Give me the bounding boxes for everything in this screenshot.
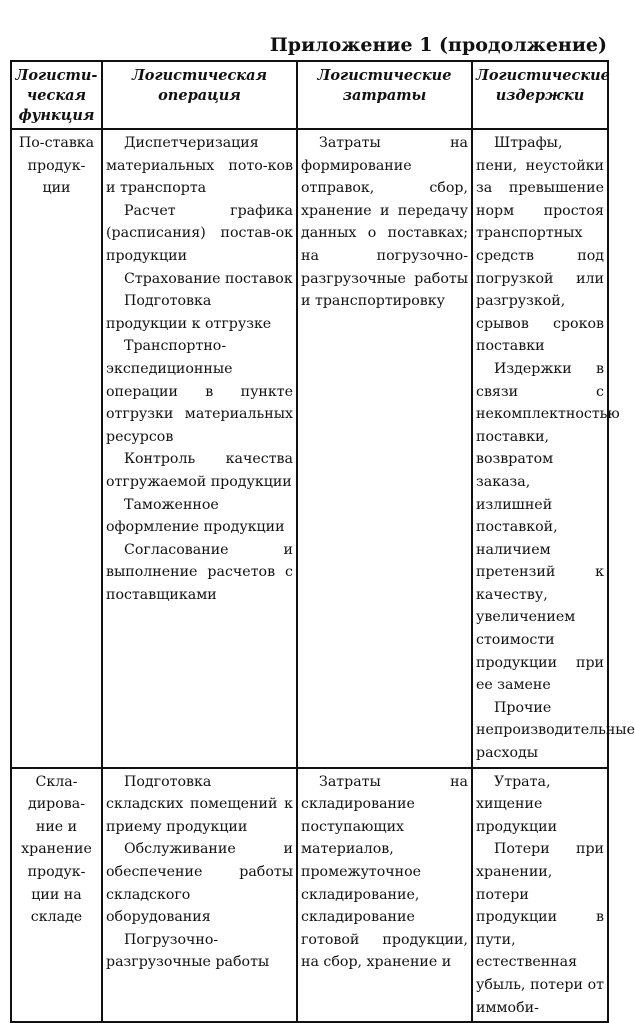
- operation-item: Согласование и выполнение расчетов с поставщиками: [106, 541, 293, 603]
- operation-item: Подготовка продукции к отгрузке: [106, 293, 272, 332]
- table-row: [11, 768, 608, 1023]
- column-header-expenses: Логистические издержки: [472, 61, 608, 129]
- expense-item: Штрафы, пени, неустойки за превышение норм простоя транспортных средств под погрузкой или разгрузкой, срывов сроков поставки: [476, 135, 604, 355]
- operation-item: Страхование поставок: [124, 270, 293, 287]
- expense-item: Утрата, хищение продукции: [476, 773, 558, 835]
- expense-item: Издержки в связи с некомплектностью поставки, возвратом заказа, излишней поставкой, наличием претензий к качеству, увеличением стоимости продукции при ее замене: [476, 360, 620, 694]
- expense-item: Потери при хранении, потери продукции в пути, естественная убыль, потери от иммоби-: [476, 841, 604, 1016]
- column-header-function: Логисти-ческая функция: [11, 61, 102, 129]
- appendix-header: Приложение 1 (продолжение): [269, 34, 607, 56]
- function-cell: Скла-дирова-ние и хранение продук-ции на складе: [11, 768, 102, 1023]
- operation-item: Таможенное оформление продукции: [106, 496, 285, 536]
- costs-cell: Затраты на формирование отправок, сбор, хранение и передачу данных о поставках; на погрузочно-разгрузочные работы и транспортировку: [297, 129, 472, 768]
- operation-item: Погрузочно-разгрузочные работы: [106, 931, 270, 971]
- expenses-cell: [472, 129, 635, 768]
- operations-cell: [102, 129, 297, 768]
- expense-item: Прочие непроизводительные расходы: [476, 699, 635, 762]
- expenses-cell: [472, 768, 608, 1023]
- logistics-table: [10, 60, 635, 1023]
- operation-item: Подготовка складских помещений к приему продукции: [106, 773, 293, 835]
- operation-item: Расчет графика (расписания) постав-ок продукции: [106, 202, 293, 264]
- function-cell: По-ставка продук-ции: [11, 129, 102, 768]
- costs-cell: Затраты на складирование поступающих материалов, промежуточное складирование, складирование готовой продукции, на сбор, хранение и: [297, 768, 472, 1023]
- operation-item: Транспортно-экспедиционные операции в пункте отгрузки материальных ресурсов: [106, 338, 293, 445]
- table-row: [11, 129, 608, 768]
- operation-item: Диспетчеризация материальных пото-ков и транспорта: [106, 135, 293, 197]
- table-header-row: [11, 61, 608, 129]
- operation-item: Обслуживание и обеспечение работы складского оборудования: [106, 841, 293, 926]
- column-header-operation: Логистическая операция: [102, 61, 297, 129]
- column-header-costs: Логистические затраты: [297, 61, 472, 129]
- operation-item: Контроль качества отгружаемой продукции: [106, 451, 293, 490]
- operations-cell: [102, 768, 297, 1023]
